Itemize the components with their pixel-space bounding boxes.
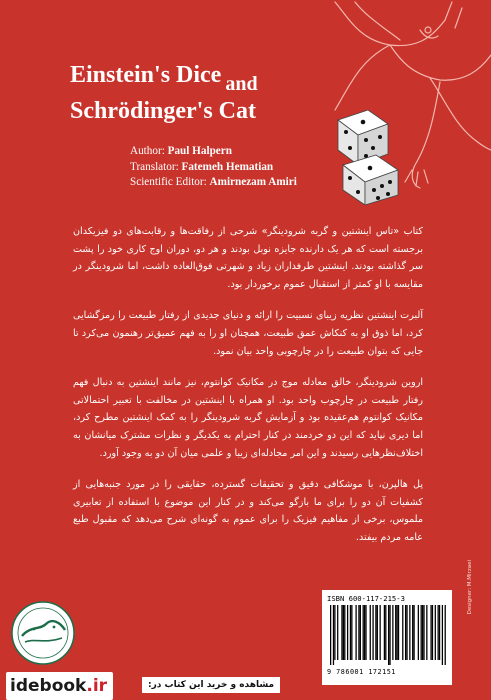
barcode-bar [392,605,393,660]
paragraph-4: پل هالپرن، با موشکافی دقیق و تحقیقات گسترده، حقایقی را در مورد جنبه‌هایی از کشفیات آن دو را برای ما بازگو می‌کند و در کنار این موضوع با استفاده از تعابیری ملموس، برخی از مفاهیم فیزیک را برای عموم به گونه‌ای شرح می‌دهد که مقبول طبع عامه مردم بیفتد. [73,479,423,543]
paragraph-3: اروین شرودینگر، خالق معادله موج در مکانیک کوانتوم، نیز مانند اینشتین به دنبال فهم رفتار طبیعت در چارچوب واحد بود. او همراه با اینشتین در مخالفت با تعبیر احتمالاتی مکانیک کوانتوم هم‌عقیده بود و آزمایش گربه شرودینگر را به کمک اینشتین مطرح کرد، اما دیری نپاید که این دو خردمند در کنار احترام به یکدیگر و نظرات مشترک میانشان به اختلاف‌نظرهایی رسیدند و این امر مجادله‌ای زیبا و علمی میان آن دو به وجود آورد. [73,377,423,459]
barcode-bar [333,605,334,665]
barcode-bar [430,605,431,660]
publisher-logo [10,600,76,666]
barcode-bar [334,605,335,660]
credit-editor: Scientific Editor: Amirnezam Amiri [130,176,297,188]
die-bottom [343,155,398,205]
credit-translator: Translator: Fatemeh Hematian [130,160,274,173]
barcode-bar [389,605,390,665]
barcode-bar [341,605,342,660]
barcode-bars [330,605,446,665]
title-line-2: Schrödinger's Cat [70,98,256,124]
barcode-bar [351,605,352,660]
barcode-bar [375,605,376,660]
barcode-bar [423,605,424,660]
isbn-text: ISBN 600-117-215-3 [327,594,405,603]
paragraph-2: آلبرت اینشتین نظریه زیبای نسبیت را ارائه و دنیای جدیدی از رفتار طبیعت را رمزگشایی کرد، اما ذوق او به کنکاش عمق طبیعت، همچنان او را به فهم عمیق‌تر رهنمون می‌کرد تا جایی که بتوان طبیعت را در چارچوبی واحد بیان نمود. [73,310,423,357]
barcode-bar [372,605,373,660]
barcode-bar [413,605,414,660]
barcode-bar [330,605,331,665]
die-top [338,110,388,165]
barcode-box [322,590,452,685]
barcode-bar [360,605,361,660]
description-text [73,223,423,561]
barcode-bar [432,605,433,660]
barcode-bar [438,605,439,660]
barcode-bar [343,605,344,660]
barcode-bar [406,605,407,660]
barcode-bar [409,605,410,660]
barcode-bar [426,605,427,660]
barcode-bar [421,605,422,660]
barcode-bar [358,605,359,660]
barcode-bar [364,605,365,660]
designer-credit: Designer: M.Mirzaei [467,560,473,615]
barcode-bar [439,605,440,660]
barcode-bar [395,605,396,660]
barcode-digits: 9 786001 172151 [327,668,396,676]
barcode-bar [384,605,385,660]
barcode-bar [388,605,389,665]
barcode-bar [355,605,356,660]
barcode-bar [445,605,446,665]
barcode-bar [418,605,419,660]
title-and: and [225,73,258,95]
idebook-banner[interactable] [6,672,321,700]
barcode-bar [398,605,399,660]
paragraph-1: کتاب «تاس اینشتین و گربه شرودینگر» شرحی از رفاقت‌ها و رقابت‌های دو فیزیکدان برجسته است که هر یک دارنده جایزه نوبل بودند و هر دو، دوران اوج کاری خود را پشت سر گذاشته بودند. اینشتین طرفداران زیاد و شهرتی فوق‌العاده داشت، اما شرودینگر در مقایسه با او کمتر از استقبال عموم برخوردار بود. [73,226,423,290]
barcode-bar [385,605,386,660]
barcode-bar [337,605,338,660]
barcode-bar [363,605,364,660]
barcode-bar [344,605,345,660]
title-line-1: Einstein's Dice $_{and}$ [70,62,258,95]
idebook-cta: مشاهده و خرید این کتاب در: [142,677,280,693]
barcode-bar [422,605,423,660]
barcode-bar [405,605,406,660]
barcode-bar [435,605,436,660]
dice-illustration [318,110,418,205]
barcode-bar [396,605,397,660]
barcode-bar [365,605,366,660]
barcode-bar [442,605,443,665]
barcode-bar [347,605,348,660]
barcode-bar [377,605,378,660]
idebook-logo[interactable]: idebook .ir [6,672,113,700]
credit-author: Author: Paul Halpern [130,145,232,157]
barcode-bar [402,605,403,660]
barcode-bar [380,605,381,660]
credits-block [130,144,297,191]
barcode-bar [370,605,371,660]
barcode-bar [350,605,351,660]
barcode-bar [412,605,413,660]
